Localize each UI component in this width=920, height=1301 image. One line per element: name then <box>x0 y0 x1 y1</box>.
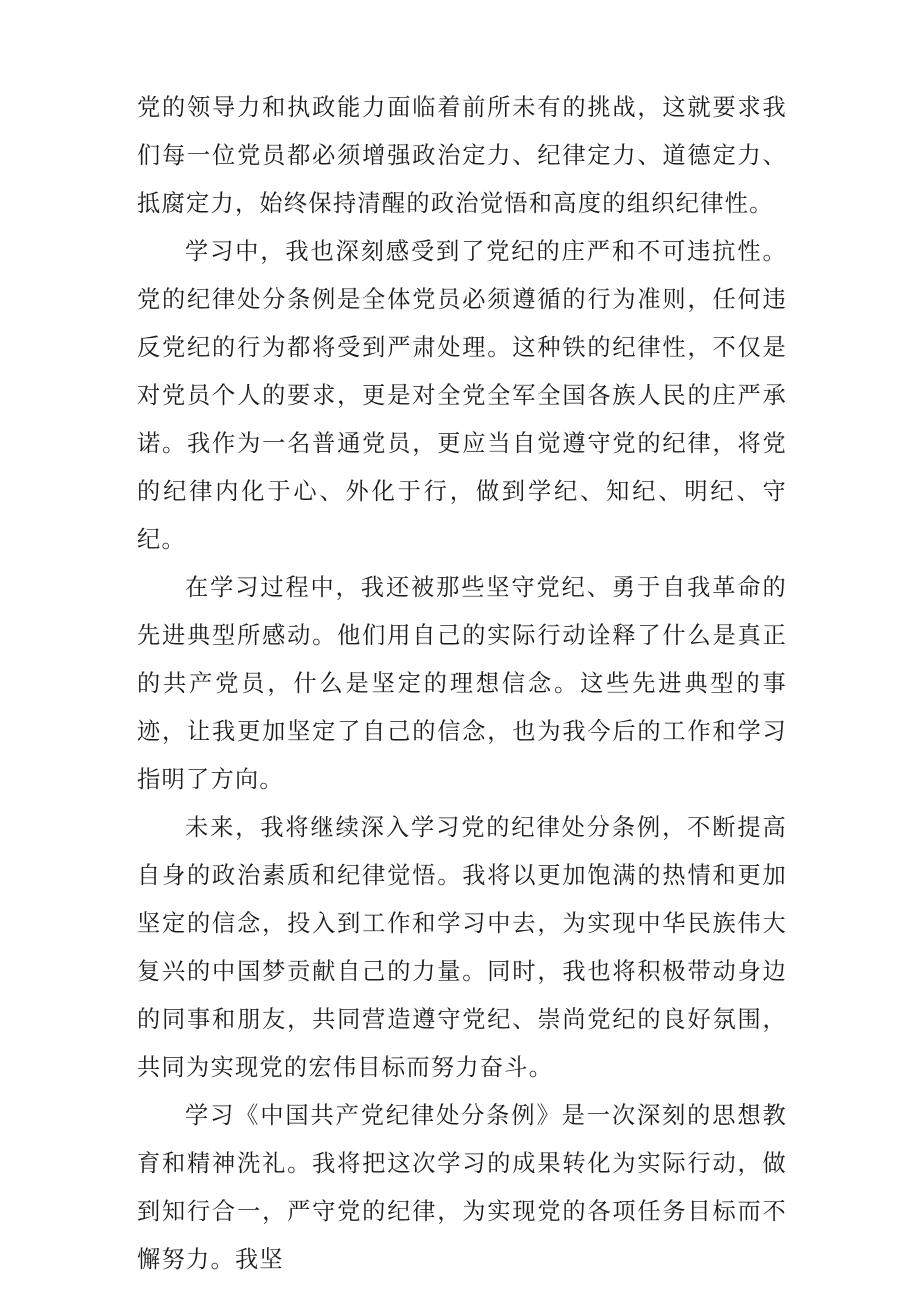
paragraph-1: 党的领导力和执政能力面临着前所未有的挑战，这就要求我们每一位党员都必须增强政治定力、纪律定力、道德定力、抵腐定力，始终保持清醒的政治觉悟和高度的组织纪律性。 <box>137 94 787 217</box>
paragraph-5: 学习《中国共产党纪律处分条例》是一次深刻的思想教育和精神洗礼。我将把这次学习的成果转化为实际行动，做到知行合一，严守党的纪律，为实现党的各项任务目标而不懈努力。我坚 <box>137 1102 787 1273</box>
paragraph-3: 在学习过程中，我还被那些坚守党纪、勇于自我革命的先进典型所感动。他们用自己的实际行动诠释了什么是真正的共产党员，什么是坚定的理想信念。这些先进典型的事迹，让我更加坚定了自己的信念，也为我今后的工作和学习指明了方向。 <box>137 574 787 793</box>
paragraph-4: 未来，我将继续深入学习党的纪律处分条例，不断提高自身的政治素质和纪律觉悟。我将以更加饱满的热情和更加坚定的信念，投入到工作和学习中去，为实现中华民族伟大复兴的中国梦贡献自己的力量。同时，我也将积极带动身边的同事和朋友，共同营造遵守党纪、崇尚党纪的良好氛围，共同为实现党的宏伟目标而努力奋斗。 <box>137 814 787 1081</box>
document-page <box>137 84 787 1284</box>
paragraph-2: 学习中，我也深刻感受到了党纪的庄严和不可违抗性。党的纪律处分条例是全体党员必须遵循的行为准则，任何违反党纪的行为都将受到严肃处理。这种铁的纪律性，不仅是对党员个人的要求，更是对全党全军全国各族人民的庄严承诺。我作为一名普通党员，更应当自觉遵守党的纪律，将党的纪律内化于心、外化于行，做到学纪、知纪、明纪、守纪。 <box>137 238 787 553</box>
